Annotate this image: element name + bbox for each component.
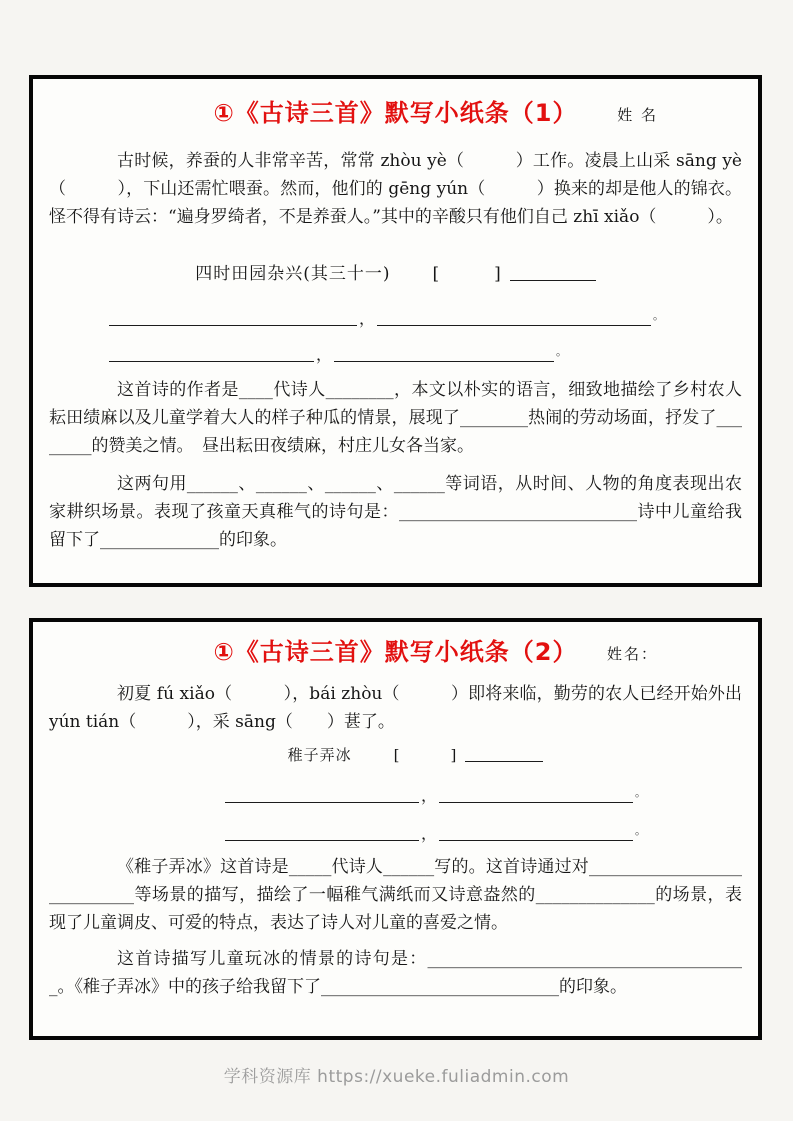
card2-author-paragraph: 《稚子弄冰》这首诗是_____代诗人______写的。这首诗通过对____________________________等场景的描写，描绘了一幅稚气满纸而又诗意盎然的______________的场景，表现了儿童调皮、可爱的特点，表达了诗人对儿童的喜爱之情。 — [49, 857, 742, 933]
card2-author-blank — [465, 747, 543, 762]
card1-author-paragraph: 这首诗的作者是____代诗人________，本文以朴实的语言，细致地描绘了乡村农人耘田绩麻以及儿童学着大人的样子种瓜的情景，展现了________热闹的劳动场面，抒发了________的赞美之情。 昼出耘田夜绩麻，村庄儿女各当家。 — [49, 380, 742, 456]
card1-poem-title: 四时田园杂兴(其三十一) — [195, 264, 391, 284]
card1-words-paragraph: 这两句用______、______、______、______等词语，从时间、人物的角度表现出农家耕织场景。表现了孩童天真稚气的诗句是：____________________________诗中儿童给我留下了______________的印象。 — [49, 474, 742, 550]
card2-author-bracket: [ ] — [393, 746, 464, 764]
comma: ， — [359, 309, 376, 328]
period: 。 — [635, 786, 647, 799]
card2-verse-paragraph: 这首诗描写儿童玩冰的情景的诗句是：______________________________________。《稚子弄冰》中的孩子给我留下了____________________________的印象。 — [49, 949, 742, 997]
card1-poem-blank-line-2 — [109, 342, 742, 364]
card2-title: ①《古诗三首》默写小纸条（2） — [213, 638, 578, 666]
answer-blank — [225, 788, 419, 803]
card1-title-row — [49, 93, 742, 129]
card1-poem-blank-line-1 — [109, 306, 742, 328]
worksheet-card-2 — [29, 618, 762, 1040]
period: 。 — [635, 824, 647, 837]
card2-title-row — [49, 632, 742, 668]
answer-blank — [439, 788, 633, 803]
period: 。 — [653, 309, 665, 322]
answer-blank — [439, 826, 633, 841]
answer-blank — [225, 826, 419, 841]
card1-poem-header — [49, 259, 742, 284]
card2-poem-title: 稚子弄冰 — [287, 746, 352, 764]
answer-blank — [109, 347, 314, 362]
period: 。 — [556, 345, 568, 358]
card2-poem-header — [49, 744, 742, 765]
card1-intro-paragraph: 古时候，养蚕的人非常辛苦，常常 zhòu yè（ ）工作。凌晨上山采 sāng yè（ ），下山还需忙喂蚕。然而，他们的 gēng yún（ ）换来的却是他人的锦衣。怪不得有诗云：“遍身罗绮者，不是养蚕人。”其中的辛酸只有他们自己 zhī xiǎo（ ）。 — [49, 151, 742, 227]
footer-credit-link[interactable]: 学科资源库 https://xueke.fuliadmin.com — [223, 1067, 570, 1087]
comma: ， — [421, 786, 438, 805]
card2-poem-blank-line-2 — [225, 821, 742, 843]
comma: ， — [316, 345, 333, 364]
worksheet-card-1 — [29, 75, 762, 587]
card1-title: ①《古诗三首》默写小纸条（1） — [213, 99, 578, 127]
answer-blank — [334, 347, 554, 362]
answer-blank — [377, 311, 651, 326]
card2-intro-paragraph: 初夏 fú xiǎo（ ），bái zhòu（ ）即将来临，勤劳的农人已经开始外出 yún tián（ ），采 sāng（ ）葚了。 — [49, 684, 742, 732]
comma: ， — [421, 824, 438, 843]
card1-author-blank — [510, 266, 596, 281]
card2-poem-blank-line-1 — [225, 783, 742, 805]
card1-name-label: 姓 名 — [617, 106, 658, 124]
answer-blank — [109, 311, 357, 326]
card2-name-label: 姓名： — [606, 645, 658, 663]
card1-author-bracket: [ ] — [432, 264, 508, 284]
